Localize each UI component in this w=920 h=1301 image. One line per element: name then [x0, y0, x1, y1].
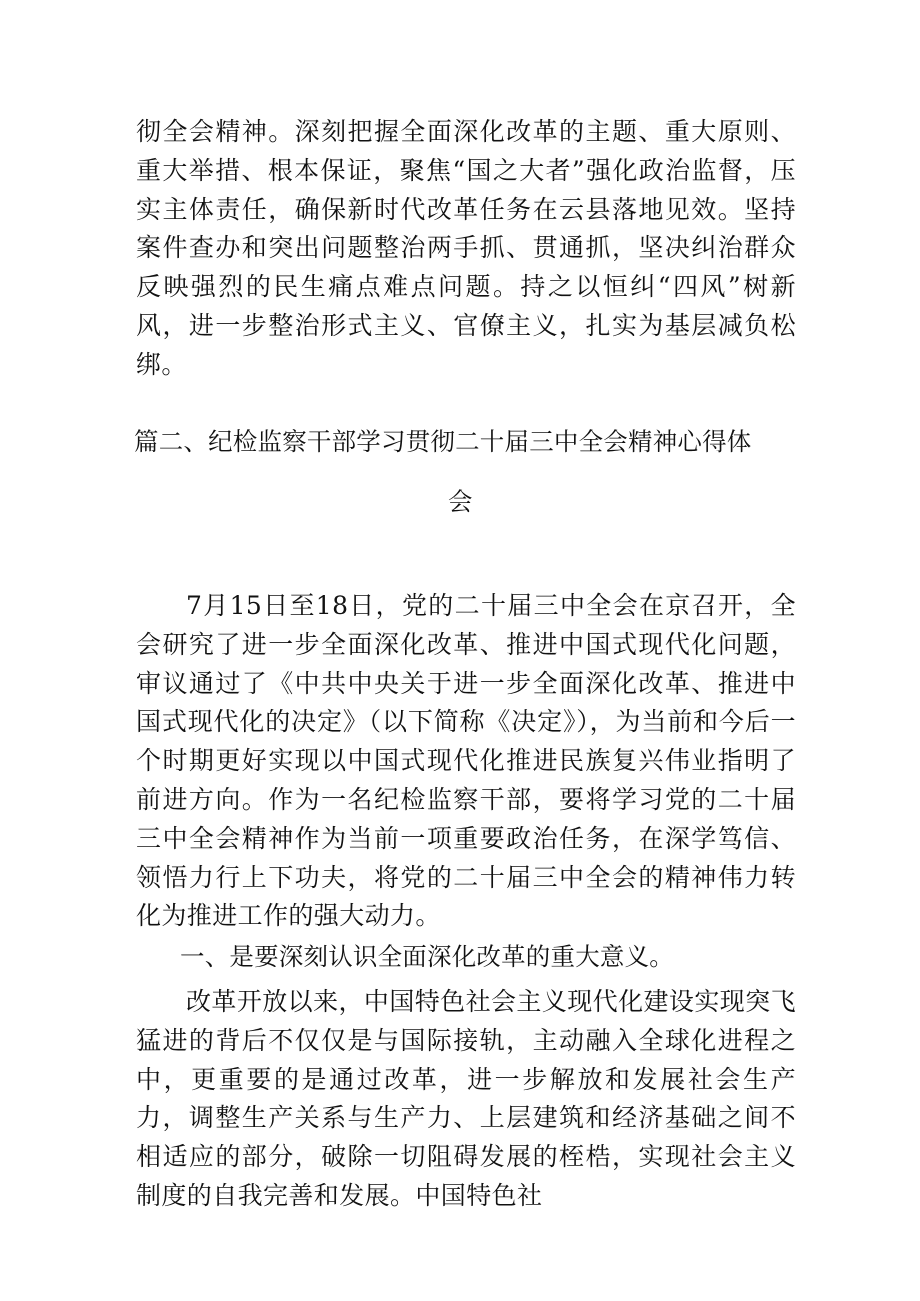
- sub-heading-1: 一、是要深刻认识全面深化改革的重大意义。: [180, 942, 674, 971]
- paragraph-continued: 彻全会精神。深刻把握全面深化改革的主题、重大原则、重大举措、根本保证，聚焦“国之大者”强化政治监督，压实主体责任，确保新时代改革任务在云县落地见效。坚持案件查办和突出问题整治两手抓、贯通抓，坚决纠治群众反映强烈的民生痛点难点问题。持之以恒纠“四风”树新风，进一步整治形式主义、官僚主义，扎实为基层减负松绑。: [136, 117, 796, 379]
- paragraph-body: 改革开放以来，中国特色社会主义现代化建设实现突飞猛进的背后不仅仅是与国际接轨，主动融入全球化进程之中，更重要的是通过改革，进一步解放和发展社会生产力，调整生产关系与生产力、上层建筑和经济基础之间不相适应的部分，破除一切阻碍发展的桎梏，实现社会主义制度的自我完善和发展。中国特色社: [136, 987, 796, 1210]
- section-title-line-1: 篇二、纪检监察干部学习贯彻二十届三中全会精神心得体: [134, 427, 752, 456]
- paragraph-intro: 7月15日至18日，党的二十届三中全会在京召开，全会研究了进一步全面深化改革、推进中国式现代化问题，审议通过了《中共中央关于进一步全面深化改革、推进中国式现代化的决定》（以下简称《决定》），为当前和今后一个时期更好实现以中国式现代化推进民族复兴伟业指明了前进方向。作为一名纪检监察干部，要将学习党的二十届三中全会精神作为当前一项重要政治任务，在深学笃信、领悟力行上下功夫，将党的二十届三中全会的精神伟力转化为推进工作的强大动力。: [136, 591, 796, 931]
- section-title-line-2: 会: [448, 487, 473, 516]
